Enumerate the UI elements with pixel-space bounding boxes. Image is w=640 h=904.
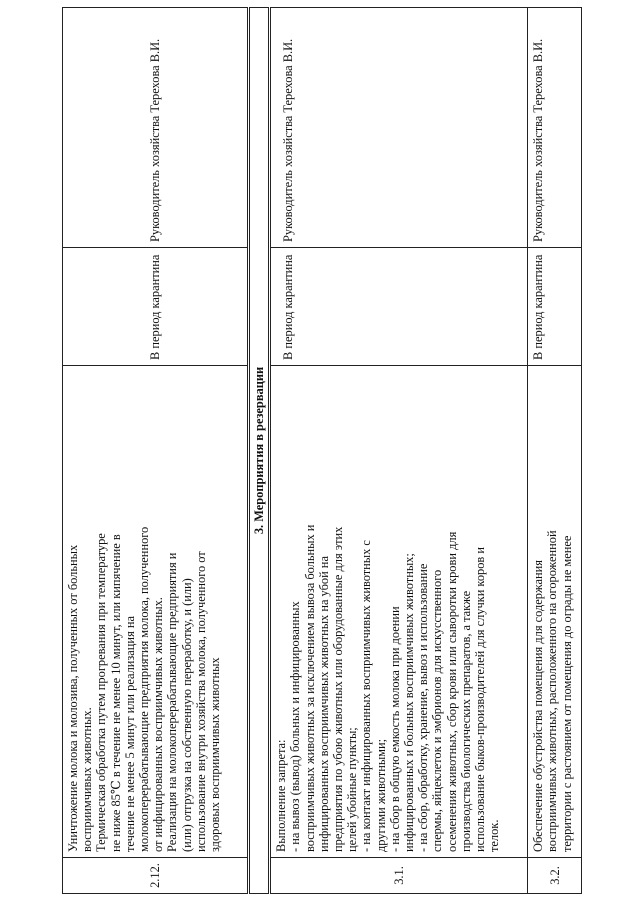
description-line: - на вывоз (вывод) больных и инфицированных — [288, 601, 303, 852]
description-line: целей убойные пункты; — [345, 727, 360, 852]
description-line: осеменения животных, сбор крови или сыворотки крови для — [444, 531, 459, 852]
description-line: производства биологических препаратов, а также — [458, 590, 473, 852]
row-number: 3.1. — [270, 858, 528, 894]
description-line: Обеспечение обустройства помещения для содержания — [531, 560, 546, 852]
description-line: - на контакт инфицированных восприимчивых животных с — [359, 540, 374, 852]
table-row — [528, 8, 582, 894]
responsible-person: Руководитель хозяйства Терехова В.И. — [528, 8, 582, 248]
description-line: предприятия по убою животных или оборудованные для этих — [331, 526, 346, 852]
description-line: Уничтожение молока и молозива, полученных от больных — [66, 544, 80, 852]
measure-description — [270, 366, 528, 858]
measure-period: В период карантина — [63, 248, 249, 366]
responsible-person: Руководитель хозяйства Терехова В.И. — [63, 8, 249, 248]
responsible-person: Руководитель хозяйства Терехова В.И. — [270, 8, 528, 248]
description-line: другими животными; — [373, 738, 388, 852]
measure-period: В период карантина — [528, 248, 582, 366]
description-line: от инфицированных восприимчивых животных. — [151, 597, 166, 852]
row-number: 3.2. — [528, 858, 582, 894]
description-line: не ниже 85℃ в течение не менее 10 минут, или кипячение в — [108, 534, 123, 852]
description-line: территории с растоянием от помещения до ограды не менее — [559, 535, 574, 852]
table-row — [63, 8, 249, 894]
description-line: восприимчивых животных. — [80, 707, 95, 852]
measure-period: В период карантина — [270, 248, 528, 366]
description-line: инфицированных и больных восприимчивых животных; — [402, 553, 417, 852]
description-line: - на сбор, обработку, хранение, вывоз и использование — [416, 563, 431, 852]
row-number: 2.12. — [63, 858, 249, 894]
description-line: молокоперерабатывающие предприятия молока, полученного — [137, 526, 152, 852]
description-line: использование внутри хозяйства молока, полученного от — [193, 551, 208, 852]
table-row — [270, 8, 528, 894]
section-header-row — [249, 8, 270, 894]
description-line: использование быков-производителей для случки коров и — [473, 547, 488, 852]
quarantine-measures-table — [62, 7, 582, 894]
measure-description — [63, 366, 249, 858]
description-line: Термическая обработка путем прогревания при температуре — [94, 533, 109, 852]
description-line: здоровых восприимчивых животных — [208, 657, 223, 852]
description-line: инфицированных восприимчивых животных на убой на — [316, 556, 331, 852]
measure-description — [528, 366, 582, 858]
description-line: телок. — [487, 819, 502, 852]
description-line: восприимчивых животных за исключением вывоза больных и — [302, 524, 317, 852]
section-title: 3. Мероприятия в резервации — [249, 8, 270, 894]
description-line: спермы, яйцеклеток и эмбрионов для искусственного — [430, 569, 445, 852]
description-line: Выполнение запрета: — [274, 739, 289, 852]
description-line: течение не менее 5 минут или реализация на — [122, 616, 137, 852]
description-line: (или) отгрузка на собственную переработку, и (или) — [179, 578, 194, 852]
description-line: восприимчивых животных, расположенного на огороженной — [545, 530, 560, 852]
description-line: Реализация на молокоперерабатывающие предприятия и — [165, 552, 180, 852]
description-line: - на сбор в общую емкость молока при доении — [387, 606, 402, 852]
